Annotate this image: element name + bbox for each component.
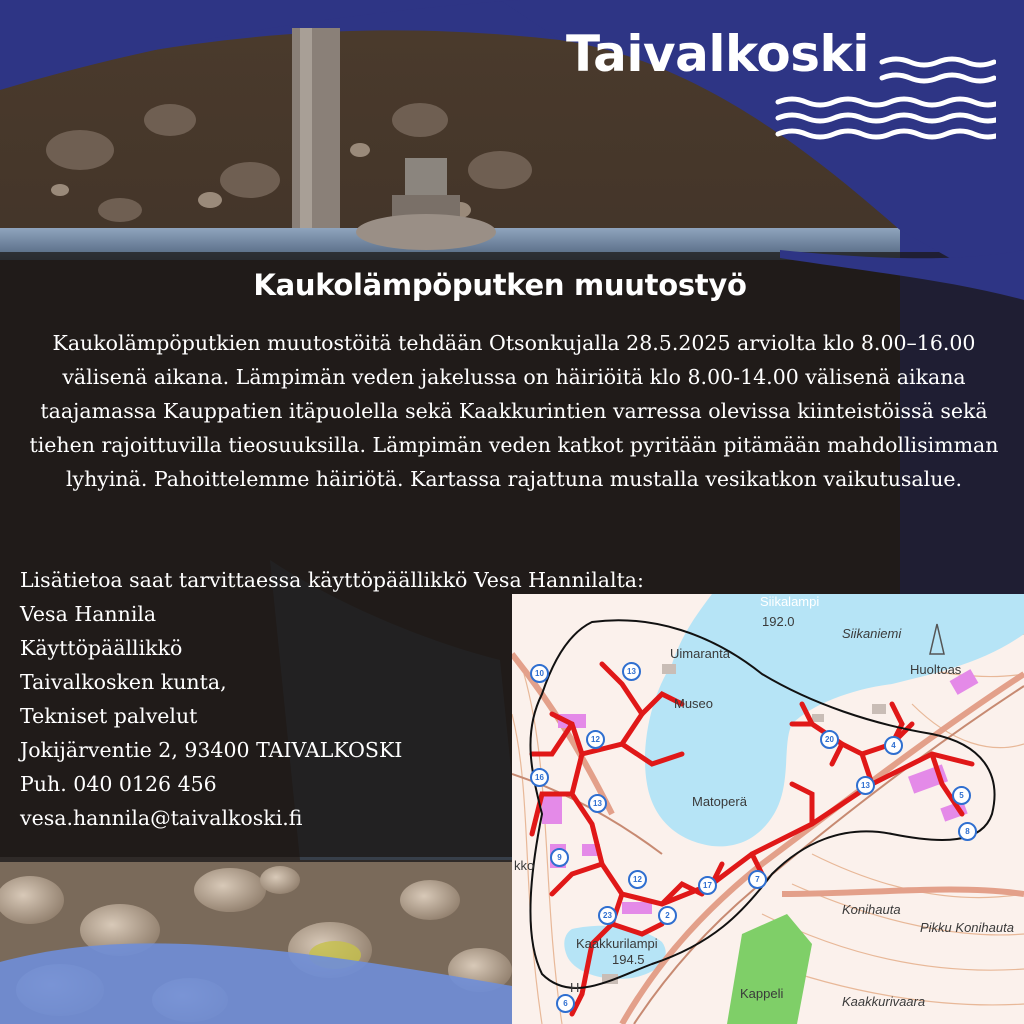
map-label-matopera: Matoperä	[692, 794, 747, 809]
map-label-kaakkurivaara: Kaakkurivaara	[842, 994, 926, 1009]
contact-address: Jokijärventie 2, 93400 TAIVALKOSKI	[20, 738, 403, 762]
water-waves-icon	[770, 56, 996, 148]
contact-intro: Lisätietoa saat tarvittaessa käyttöpäällikkö Vesa Hannilalta:	[20, 568, 644, 592]
map-marker: 10	[530, 664, 549, 683]
contact-organization: Taivalkosken kunta,	[20, 670, 227, 694]
notice-body: Kaukolämpöputkien muutostöitä tehdään Otsonkujalla 28.5.2025 arviolta klo 8.00–16.00 välisenä aikana. Lämpimän veden jakelussa on häiriöitä klo 8.00-14.00 välisenä aikana taajamassa Kauppatien itäpuolella sekä Kaakkurintien varressa olevissa kiinteistöissä sekä tiehen rajoittuvilla tieosuuksilla. Lämpimän veden katkot pyritään pitämään mahdollisimman lyhyinä. Pahoittelemme häiriötä. Kartassa rajattuna mustalla vesikatkon vaikutusalue.	[29, 331, 999, 491]
map-marker: 12	[586, 730, 605, 749]
contact-name: Vesa Hannila	[20, 602, 157, 626]
map-label-konihauta: Konihauta	[842, 902, 901, 917]
map-label-kappeli: Kappeli	[740, 986, 784, 1001]
map-label-siikaniemi: Siikaniemi	[842, 626, 902, 641]
map-marker: 17	[698, 876, 717, 895]
map-label-bottom-partial: H	[570, 980, 580, 995]
map-marker: 6	[556, 994, 575, 1013]
notice-title: Kaukolämpöputken muutostyö	[253, 268, 747, 302]
logo-text: Taivalkoski	[566, 25, 869, 83]
map-marker: 23	[598, 906, 617, 925]
taivalkoski-logo	[566, 22, 996, 132]
map-label-edge-partial: kko	[514, 858, 535, 873]
map-label-elevation-top: 192.0	[762, 614, 795, 629]
map-marker: 20	[820, 730, 839, 749]
map-marker: 5	[952, 786, 971, 805]
map-label-uimaranta: Uimaranta	[670, 646, 730, 661]
map-marker: 13	[588, 794, 607, 813]
map-marker: 8	[958, 822, 977, 841]
map-marker: 12	[628, 870, 647, 889]
contact-email: vesa.hannila@taivalkoski.fi	[20, 806, 303, 830]
map-label-siikalampi: Siikalampi	[760, 594, 820, 609]
map-marker: 4	[884, 736, 903, 755]
contact-role: Käyttöpäällikkö	[20, 636, 183, 660]
map-marker: 16	[530, 768, 549, 787]
map-marker: 9	[550, 848, 569, 867]
contact-department: Tekniset palvelut	[20, 704, 198, 728]
contact-phone: Puh. 040 0126 456	[20, 772, 217, 796]
map-label-museo: Museo	[674, 696, 714, 711]
map-marker: 2	[658, 906, 677, 925]
map-label-kaakkurilampi: Kaakkurilampi	[576, 936, 658, 951]
outage-map	[512, 594, 1024, 1024]
map-marker: 13	[622, 662, 641, 681]
map-label-pikku-konihauta: Pikku Konihauta	[920, 920, 1014, 935]
map-label-huoltoas: Huoltoas	[910, 662, 962, 677]
map-marker: 7	[748, 870, 767, 889]
map-marker: 13	[856, 776, 875, 795]
map-label-elevation-lake: 194.5	[612, 952, 645, 967]
